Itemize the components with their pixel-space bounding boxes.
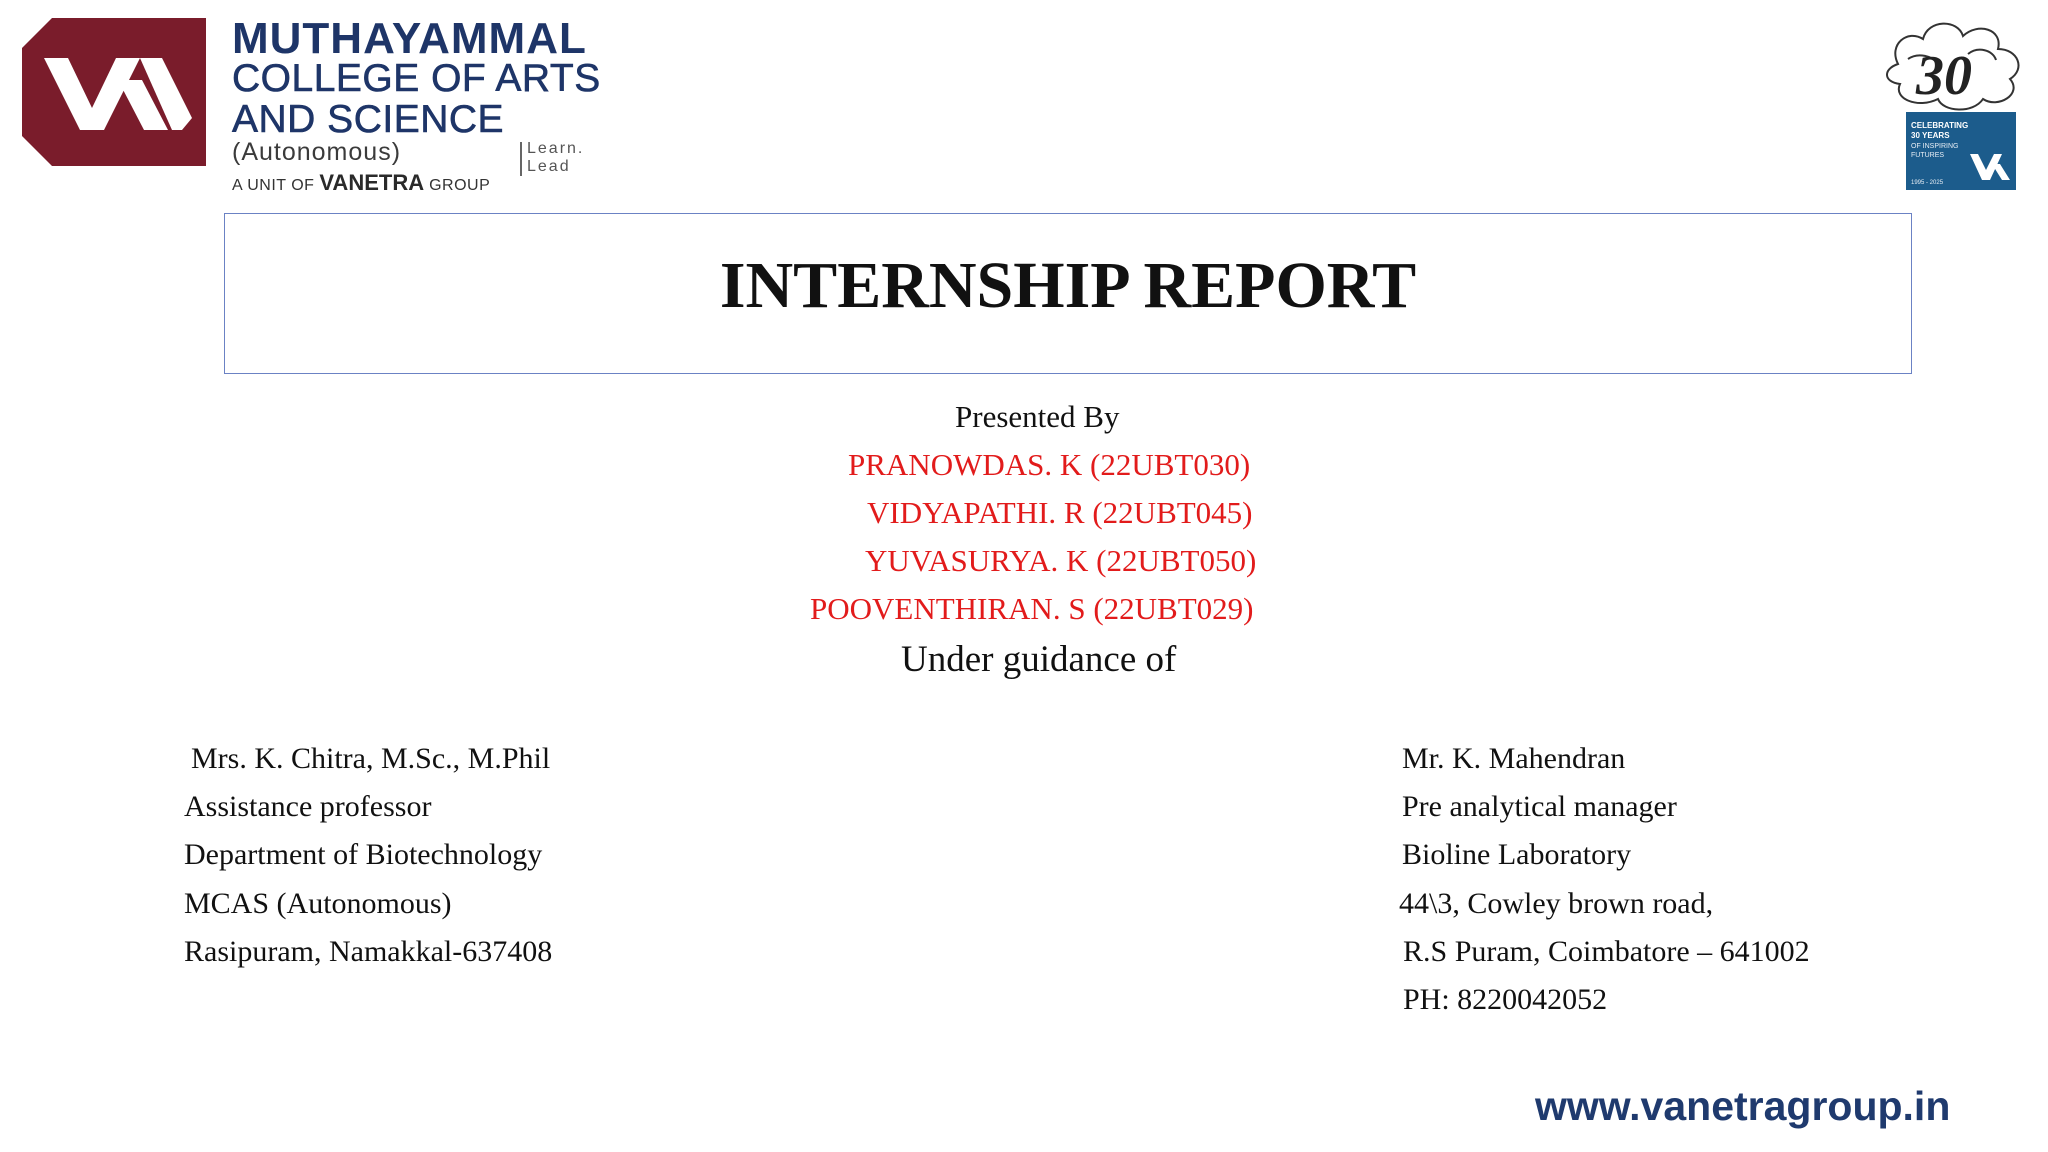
presenter-name: POOVENTHIRAN. S (22UBT029)	[810, 591, 1254, 626]
presenter-name: YUVASURYA. K (22UBT050)	[865, 543, 1257, 578]
badge-text-3: OF INSPIRING	[1911, 143, 1959, 150]
college-name-line1: MUTHAYAMMAL	[232, 14, 587, 63]
external-guide-detail: R.S Puram, Coimbatore – 641002	[1403, 935, 1810, 968]
badge-text-4: FUTURES	[1911, 152, 1945, 159]
badge-years: 1995 - 2025	[1911, 180, 1944, 186]
unit-suffix: GROUP	[429, 177, 491, 194]
external-guide-detail: Pre analytical manager	[1402, 790, 1677, 823]
presenter-name: PRANOWDAS. K (22UBT030)	[848, 447, 1251, 482]
external-guide-phone: PH: 8220042052	[1403, 983, 1608, 1016]
badge-text-1: CELEBRATING	[1911, 121, 1969, 130]
unit-prefix: A UNIT OF	[232, 177, 315, 194]
presented-by-label: Presented By	[955, 399, 1120, 434]
unit-brand: VANETRA	[319, 170, 425, 195]
page-title: INTERNSHIP REPORT	[719, 249, 1417, 322]
college-name-line3: AND SCIENCE	[232, 98, 505, 141]
external-guide-detail: Bioline Laboratory	[1402, 838, 1632, 871]
internal-guide-detail: MCAS (Autonomous)	[184, 887, 452, 920]
tagline-divider	[520, 142, 522, 176]
under-guidance-label: Under guidance of	[901, 639, 1177, 680]
external-guide-detail: 44\3, Cowley brown road,	[1399, 887, 1714, 920]
tagline-lead: Lead	[527, 158, 571, 175]
external-guide-name: Mr. K. Mahendran	[1402, 742, 1626, 775]
website-link[interactable]: www.vanetragroup.in	[1535, 1083, 1951, 1129]
presenter-name: VIDYAPATHI. R (22UBT045)	[867, 495, 1253, 530]
badge-text-2: 30 YEARS	[1911, 131, 1950, 140]
tagline	[527, 140, 584, 176]
college-name-line2: COLLEGE OF ARTS	[232, 57, 601, 100]
internal-guide-name: Mrs. K. Chitra, M.Sc., M.Phil	[191, 742, 551, 775]
tagline-learn: Learn.	[527, 140, 585, 157]
vanetra-logo-icon	[22, 18, 206, 166]
internal-guide-detail: Department of Biotechnology	[184, 838, 543, 871]
30-years-celebration-badge	[1878, 14, 2030, 192]
college-autonomous: (Autonomous)	[232, 138, 402, 166]
internal-guide-detail: Assistance professor	[184, 790, 432, 823]
unit-of-line	[232, 170, 490, 196]
svg-text:30: 30	[1916, 45, 1972, 107]
internal-guide-detail: Rasipuram, Namakkal-637408	[184, 935, 553, 968]
